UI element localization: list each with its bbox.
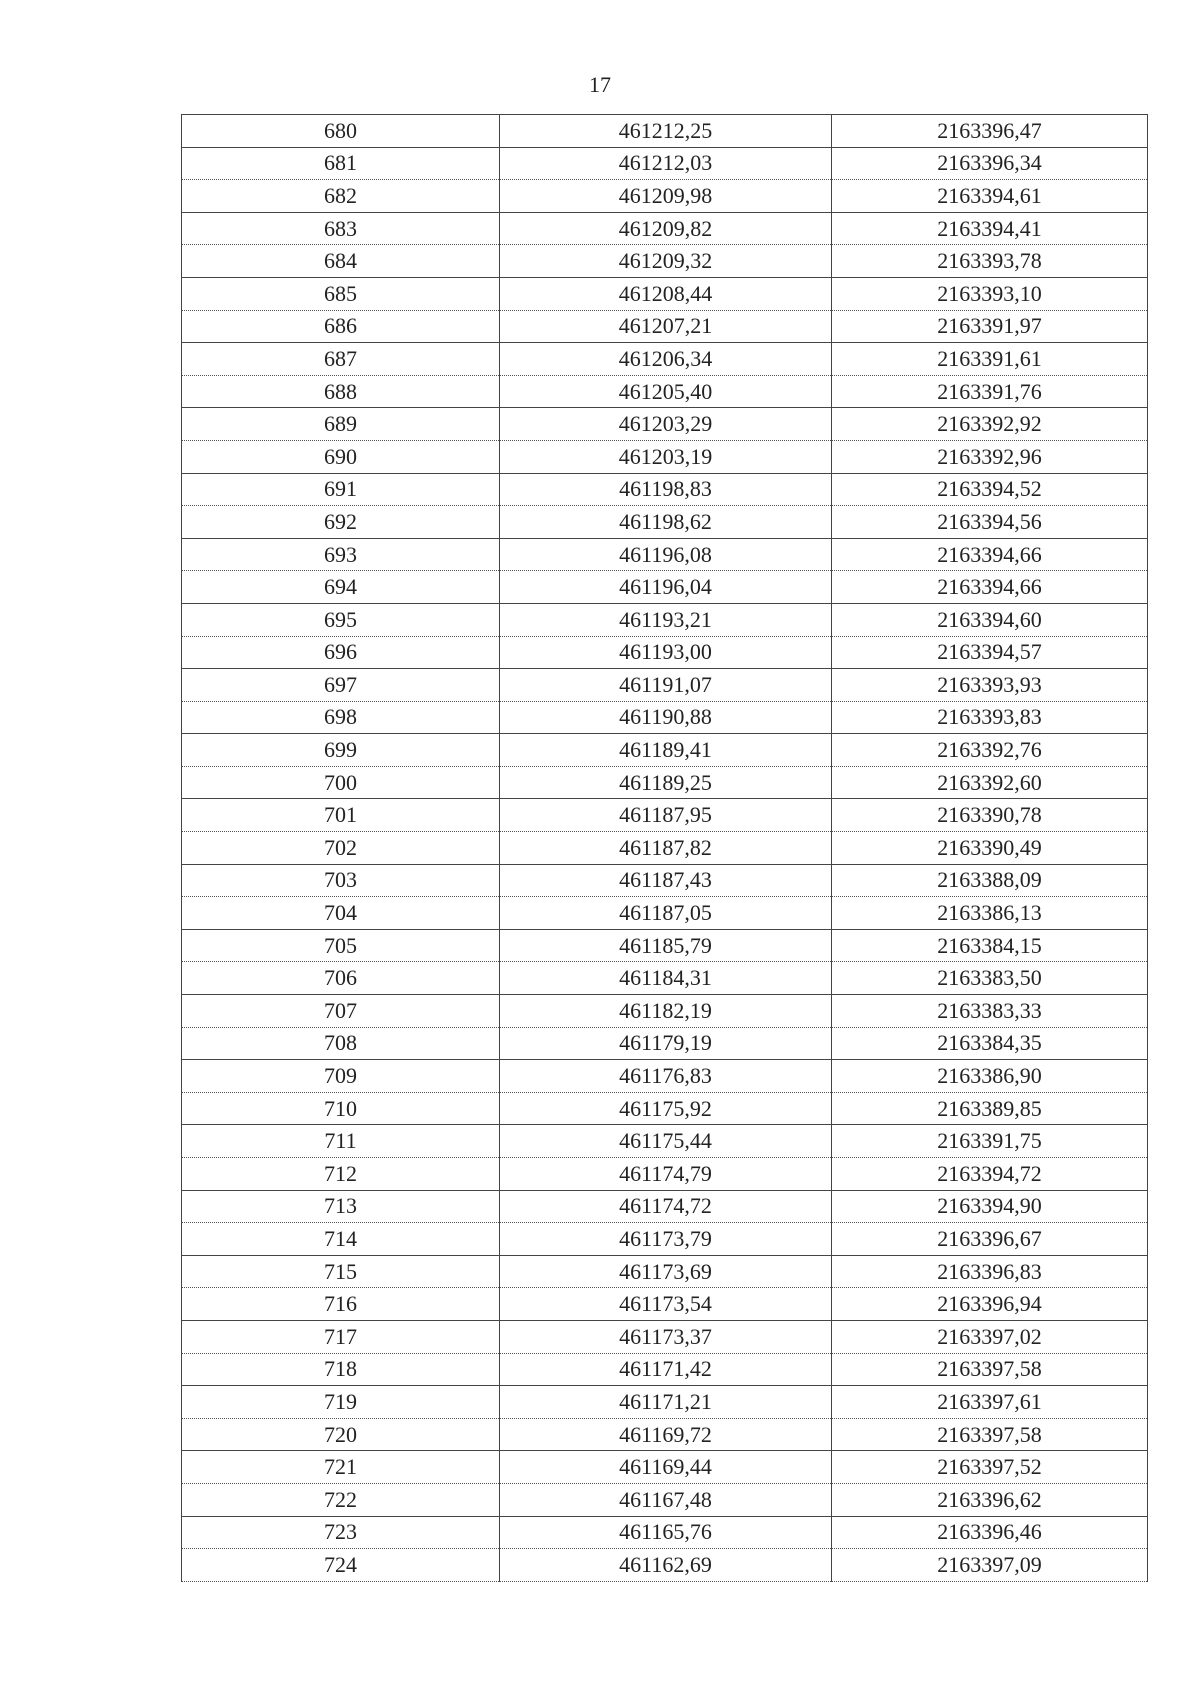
- point-number-cell: 722: [182, 1483, 500, 1516]
- x-coordinate-cell: 461191,07: [500, 669, 832, 702]
- table-row: [182, 799, 1148, 832]
- point-number-cell: 704: [182, 897, 500, 930]
- table-row: [182, 408, 1148, 441]
- y-coordinate-cell: 2163384,35: [832, 1027, 1148, 1060]
- y-coordinate-cell: 2163389,85: [832, 1092, 1148, 1125]
- y-coordinate-cell: 2163394,72: [832, 1158, 1148, 1191]
- y-coordinate-cell: 2163394,66: [832, 538, 1148, 571]
- y-coordinate-cell: 2163393,78: [832, 245, 1148, 278]
- y-coordinate-cell: 2163388,09: [832, 864, 1148, 897]
- table-row: [182, 1255, 1148, 1288]
- x-coordinate-cell: 461175,44: [500, 1125, 832, 1158]
- point-number-cell: 721: [182, 1451, 500, 1484]
- table-row: [182, 1483, 1148, 1516]
- y-coordinate-cell: 2163393,10: [832, 277, 1148, 310]
- x-coordinate-cell: 461165,76: [500, 1516, 832, 1549]
- y-coordinate-cell: 2163397,52: [832, 1451, 1148, 1484]
- point-number-cell: 715: [182, 1255, 500, 1288]
- table-row: [182, 766, 1148, 799]
- point-number-cell: 683: [182, 212, 500, 245]
- coordinates-table-body: [182, 115, 1148, 1582]
- table-row: [182, 1060, 1148, 1093]
- page-number: 17: [589, 72, 611, 97]
- table-row: [182, 1125, 1148, 1158]
- x-coordinate-cell: 461173,79: [500, 1223, 832, 1256]
- point-number-cell: 703: [182, 864, 500, 897]
- x-coordinate-cell: 461207,21: [500, 310, 832, 343]
- y-coordinate-cell: 2163386,13: [832, 897, 1148, 930]
- point-number-cell: 707: [182, 995, 500, 1028]
- point-number-cell: 706: [182, 962, 500, 995]
- y-coordinate-cell: 2163396,67: [832, 1223, 1148, 1256]
- table-row: [182, 897, 1148, 930]
- y-coordinate-cell: 2163397,58: [832, 1418, 1148, 1451]
- point-number-cell: 695: [182, 603, 500, 636]
- table-row: [182, 603, 1148, 636]
- table-row: [182, 506, 1148, 539]
- x-coordinate-cell: 461189,41: [500, 734, 832, 767]
- point-number-cell: 697: [182, 669, 500, 702]
- y-coordinate-cell: 2163384,15: [832, 929, 1148, 962]
- y-coordinate-cell: 2163396,94: [832, 1288, 1148, 1321]
- point-number-cell: 712: [182, 1158, 500, 1191]
- table-row: [182, 571, 1148, 604]
- y-coordinate-cell: 2163394,61: [832, 180, 1148, 213]
- x-coordinate-cell: 461206,34: [500, 343, 832, 376]
- y-coordinate-cell: 2163397,61: [832, 1386, 1148, 1419]
- table-row: [182, 1190, 1148, 1223]
- table-row: [182, 1549, 1148, 1582]
- y-coordinate-cell: 2163392,96: [832, 440, 1148, 473]
- point-number-cell: 689: [182, 408, 500, 441]
- point-number-cell: 720: [182, 1418, 500, 1451]
- x-coordinate-cell: 461187,82: [500, 832, 832, 865]
- table-row: [182, 1092, 1148, 1125]
- y-coordinate-cell: 2163390,78: [832, 799, 1148, 832]
- table-row: [182, 180, 1148, 213]
- y-coordinate-cell: 2163397,09: [832, 1549, 1148, 1582]
- point-number-cell: 687: [182, 343, 500, 376]
- x-coordinate-cell: 461187,95: [500, 799, 832, 832]
- point-number-cell: 692: [182, 506, 500, 539]
- table-row: [182, 147, 1148, 180]
- point-number-cell: 699: [182, 734, 500, 767]
- y-coordinate-cell: 2163390,49: [832, 832, 1148, 865]
- x-coordinate-cell: 461187,43: [500, 864, 832, 897]
- point-number-cell: 681: [182, 147, 500, 180]
- x-coordinate-cell: 461162,69: [500, 1549, 832, 1582]
- y-coordinate-cell: 2163394,57: [832, 636, 1148, 669]
- x-coordinate-cell: 461208,44: [500, 277, 832, 310]
- point-number-cell: 702: [182, 832, 500, 865]
- x-coordinate-cell: 461174,79: [500, 1158, 832, 1191]
- table-row: [182, 538, 1148, 571]
- y-coordinate-cell: 2163396,46: [832, 1516, 1148, 1549]
- y-coordinate-cell: 2163391,97: [832, 310, 1148, 343]
- x-coordinate-cell: 461173,54: [500, 1288, 832, 1321]
- point-number-cell: 684: [182, 245, 500, 278]
- x-coordinate-cell: 461198,62: [500, 506, 832, 539]
- x-coordinate-cell: 461171,42: [500, 1353, 832, 1386]
- point-number-cell: 717: [182, 1320, 500, 1353]
- table-row: [182, 995, 1148, 1028]
- table-row: [182, 962, 1148, 995]
- x-coordinate-cell: 461175,92: [500, 1092, 832, 1125]
- point-number-cell: 708: [182, 1027, 500, 1060]
- x-coordinate-cell: 461205,40: [500, 375, 832, 408]
- y-coordinate-cell: 2163386,90: [832, 1060, 1148, 1093]
- table-row: [182, 310, 1148, 343]
- table-row: [182, 343, 1148, 376]
- y-coordinate-cell: 2163393,83: [832, 701, 1148, 734]
- x-coordinate-cell: 461212,03: [500, 147, 832, 180]
- y-coordinate-cell: 2163396,83: [832, 1255, 1148, 1288]
- table-row: [182, 1418, 1148, 1451]
- y-coordinate-cell: 2163394,60: [832, 603, 1148, 636]
- coordinates-table: [181, 114, 1148, 1582]
- table-row: [182, 636, 1148, 669]
- point-number-cell: 685: [182, 277, 500, 310]
- point-number-cell: 714: [182, 1223, 500, 1256]
- table-row: [182, 1451, 1148, 1484]
- y-coordinate-cell: 2163396,47: [832, 115, 1148, 148]
- table-row: [182, 1386, 1148, 1419]
- x-coordinate-cell: 461209,32: [500, 245, 832, 278]
- table-row: [182, 1158, 1148, 1191]
- point-number-cell: 686: [182, 310, 500, 343]
- x-coordinate-cell: 461171,21: [500, 1386, 832, 1419]
- point-number-cell: 718: [182, 1353, 500, 1386]
- point-number-cell: 680: [182, 115, 500, 148]
- x-coordinate-cell: 461182,19: [500, 995, 832, 1028]
- table-row: [182, 1320, 1148, 1353]
- point-number-cell: 710: [182, 1092, 500, 1125]
- y-coordinate-cell: 2163397,58: [832, 1353, 1148, 1386]
- x-coordinate-cell: 461187,05: [500, 897, 832, 930]
- x-coordinate-cell: 461189,25: [500, 766, 832, 799]
- point-number-cell: 696: [182, 636, 500, 669]
- table-row: [182, 701, 1148, 734]
- x-coordinate-cell: 461203,29: [500, 408, 832, 441]
- table-row: [182, 212, 1148, 245]
- table-row: [182, 669, 1148, 702]
- y-coordinate-cell: 2163393,93: [832, 669, 1148, 702]
- point-number-cell: 723: [182, 1516, 500, 1549]
- y-coordinate-cell: 2163392,92: [832, 408, 1148, 441]
- x-coordinate-cell: 461209,98: [500, 180, 832, 213]
- y-coordinate-cell: 2163383,50: [832, 962, 1148, 995]
- point-number-cell: 719: [182, 1386, 500, 1419]
- y-coordinate-cell: 2163394,90: [832, 1190, 1148, 1223]
- table-row: [182, 1223, 1148, 1256]
- point-number-cell: 682: [182, 180, 500, 213]
- y-coordinate-cell: 2163391,61: [832, 343, 1148, 376]
- x-coordinate-cell: 461176,83: [500, 1060, 832, 1093]
- y-coordinate-cell: 2163397,02: [832, 1320, 1148, 1353]
- x-coordinate-cell: 461184,31: [500, 962, 832, 995]
- point-number-cell: 709: [182, 1060, 500, 1093]
- point-number-cell: 716: [182, 1288, 500, 1321]
- point-number-cell: 688: [182, 375, 500, 408]
- table-row: [182, 440, 1148, 473]
- table-row: [182, 1288, 1148, 1321]
- y-coordinate-cell: 2163392,60: [832, 766, 1148, 799]
- table-row: [182, 115, 1148, 148]
- x-coordinate-cell: 461196,08: [500, 538, 832, 571]
- table-row: [182, 1027, 1148, 1060]
- x-coordinate-cell: 461173,69: [500, 1255, 832, 1288]
- table-row: [182, 929, 1148, 962]
- table-row: [182, 245, 1148, 278]
- table-row: [182, 473, 1148, 506]
- y-coordinate-cell: 2163391,75: [832, 1125, 1148, 1158]
- point-number-cell: 711: [182, 1125, 500, 1158]
- y-coordinate-cell: 2163383,33: [832, 995, 1148, 1028]
- table-row: [182, 832, 1148, 865]
- x-coordinate-cell: 461198,83: [500, 473, 832, 506]
- table-row: [182, 1353, 1148, 1386]
- x-coordinate-cell: 461193,21: [500, 603, 832, 636]
- y-coordinate-cell: 2163394,56: [832, 506, 1148, 539]
- y-coordinate-cell: 2163391,76: [832, 375, 1148, 408]
- point-number-cell: 701: [182, 799, 500, 832]
- point-number-cell: 691: [182, 473, 500, 506]
- point-number-cell: 693: [182, 538, 500, 571]
- x-coordinate-cell: 461169,44: [500, 1451, 832, 1484]
- table-row: [182, 734, 1148, 767]
- x-coordinate-cell: 461173,37: [500, 1320, 832, 1353]
- x-coordinate-cell: 461169,72: [500, 1418, 832, 1451]
- point-number-cell: 690: [182, 440, 500, 473]
- point-number-cell: 724: [182, 1549, 500, 1582]
- point-number-cell: 700: [182, 766, 500, 799]
- y-coordinate-cell: 2163394,41: [832, 212, 1148, 245]
- x-coordinate-cell: 461179,19: [500, 1027, 832, 1060]
- x-coordinate-cell: 461209,82: [500, 212, 832, 245]
- point-number-cell: 694: [182, 571, 500, 604]
- x-coordinate-cell: 461203,19: [500, 440, 832, 473]
- table-row: [182, 1516, 1148, 1549]
- y-coordinate-cell: 2163392,76: [832, 734, 1148, 767]
- point-number-cell: 698: [182, 701, 500, 734]
- point-number-cell: 705: [182, 929, 500, 962]
- x-coordinate-cell: 461185,79: [500, 929, 832, 962]
- y-coordinate-cell: 2163396,34: [832, 147, 1148, 180]
- y-coordinate-cell: 2163396,62: [832, 1483, 1148, 1516]
- x-coordinate-cell: 461196,04: [500, 571, 832, 604]
- table-row: [182, 864, 1148, 897]
- x-coordinate-cell: 461167,48: [500, 1483, 832, 1516]
- table-row: [182, 375, 1148, 408]
- x-coordinate-cell: 461212,25: [500, 115, 832, 148]
- y-coordinate-cell: 2163394,52: [832, 473, 1148, 506]
- y-coordinate-cell: 2163394,66: [832, 571, 1148, 604]
- x-coordinate-cell: 461190,88: [500, 701, 832, 734]
- x-coordinate-cell: 461193,00: [500, 636, 832, 669]
- x-coordinate-cell: 461174,72: [500, 1190, 832, 1223]
- table-row: [182, 277, 1148, 310]
- point-number-cell: 713: [182, 1190, 500, 1223]
